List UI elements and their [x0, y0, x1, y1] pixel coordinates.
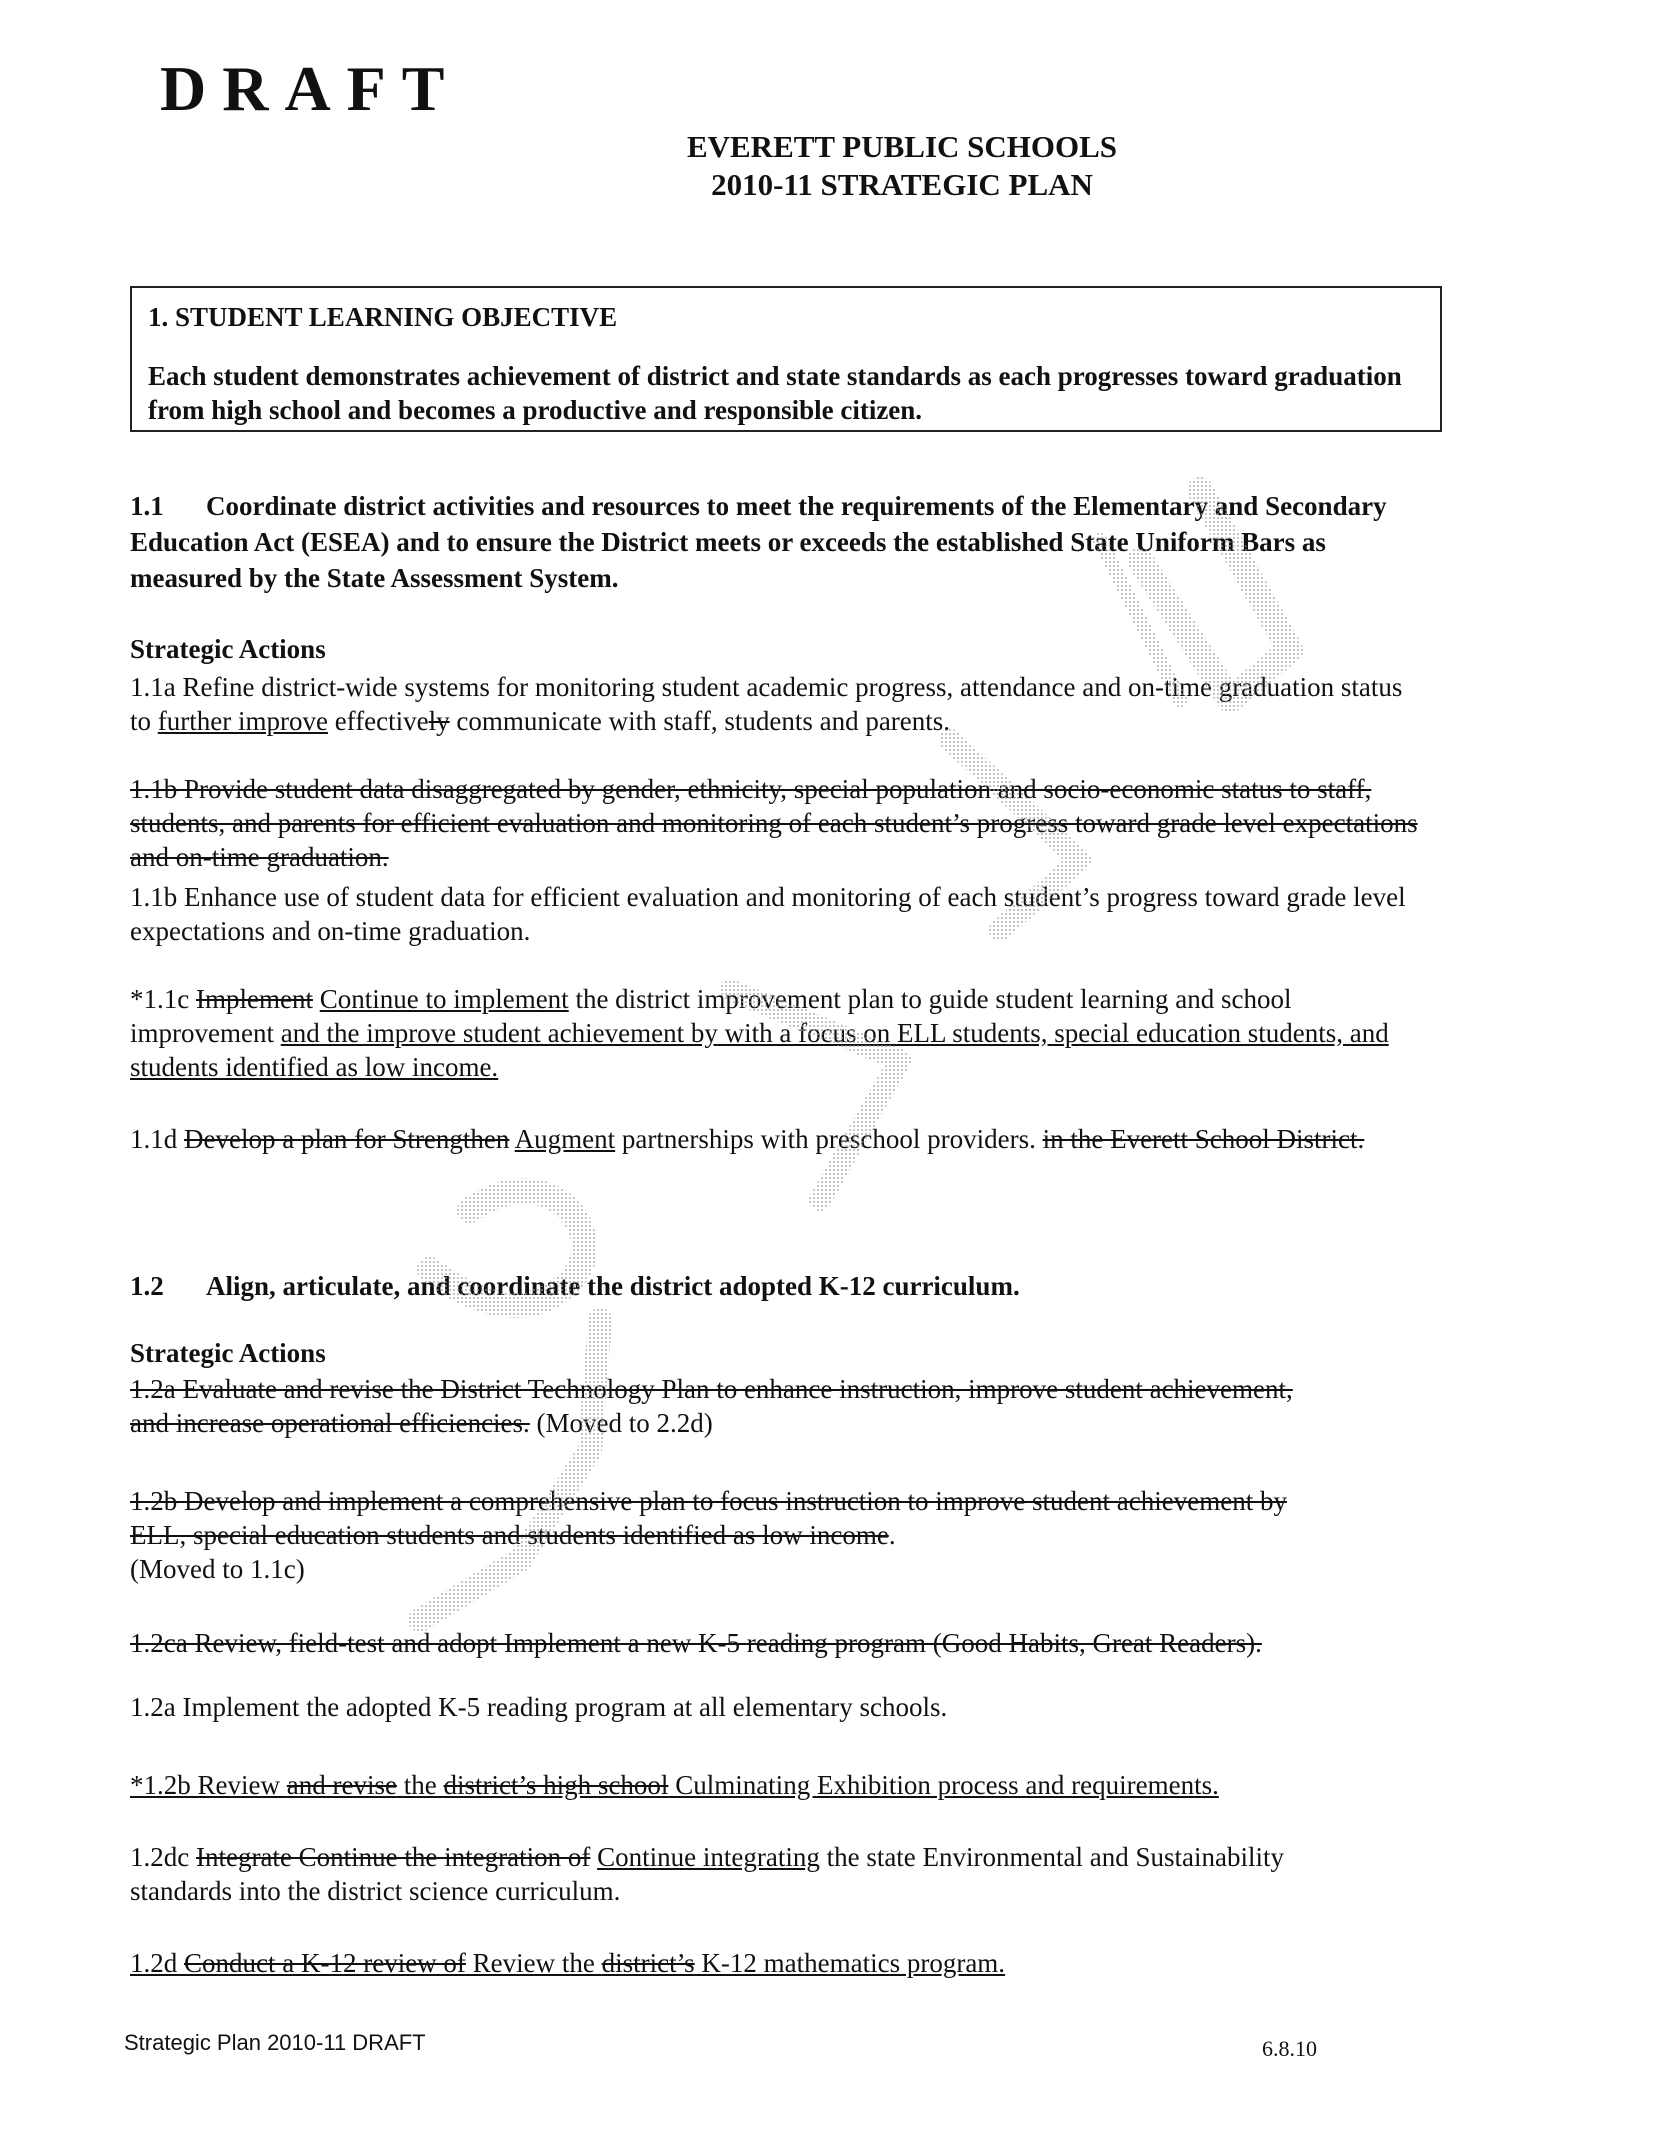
deleted-text: district’s: [601, 1948, 695, 1978]
action-1-2d: [130, 1946, 1430, 1980]
strategic-actions-heading: Strategic Actions: [130, 634, 326, 664]
action-text: the state Environmental and Sustainability standards into the district science curriculum.: [130, 1842, 1284, 1906]
inserted-text: further improve: [157, 706, 328, 736]
deleted-text: district’s high school: [443, 1770, 669, 1800]
action-1-2c-deleted: 1.2ca Review, field-test and adopt Implement a new K-5 reading program (Good Habits, Great Readers).: [130, 1628, 1262, 1658]
deleted-text: Integrate Continue the integration of: [195, 1842, 591, 1872]
goal-1-2: [130, 1268, 1430, 1304]
objective-heading: 1. STUDENT LEARNING OBJECTIVE: [148, 302, 618, 332]
deleted-text: 1.2a Evaluate and revise the District Technology Plan to enhance instruction, improve student achievement, and increase operational efficiencies.: [130, 1374, 1293, 1438]
moved-note: (Moved to 2.2d): [529, 1408, 713, 1438]
deleted-text: Conduct a K-12 review of: [184, 1948, 466, 1978]
inserted-text: Continue to implement: [319, 984, 569, 1014]
footer-date: 6.8.10: [1262, 2036, 1317, 2061]
draft-heading: DRAFT: [160, 53, 461, 124]
action-text: partnerships with preschool providers.: [615, 1124, 1043, 1154]
strategic-actions-heading-2: Strategic Actions: [130, 1338, 326, 1368]
inserted-text: Culminating Exhibition process and requirements.: [668, 1770, 1219, 1800]
deleted-text: 1.2b Develop and implement a comprehensive plan to focus instruction to improve student achievement by ELL, special education students and students identified as low income: [130, 1486, 1287, 1550]
action-1-2dc: [130, 1840, 1300, 1908]
action-text: 1.1d: [130, 1124, 184, 1154]
inserted-text: Continue integrating: [597, 1842, 820, 1872]
goal-1-1: [130, 488, 1430, 596]
inserted-text: K-12 mathematics program.: [694, 1948, 1006, 1978]
deleted-text: in the Everett School District.: [1042, 1124, 1365, 1154]
deleted-text: Implement: [195, 984, 313, 1014]
action-1-1d: [130, 1122, 1430, 1156]
action-text: 1.1a Refine district-wide systems for monitoring student academic progress, attendance and on-time graduation status to: [130, 672, 1403, 736]
action-1-1a: [130, 670, 1430, 738]
org-name: EVERETT PUBLIC SCHOOLS: [686, 129, 1118, 164]
action-text: .: [888, 1520, 896, 1550]
action-text: 1.2d: [130, 1948, 184, 1978]
deleted-text: Develop a plan for Strengthen: [184, 1124, 510, 1154]
moved-note: (Moved to 1.1c): [130, 1554, 305, 1584]
inserted-text: with a focus on ELL students, special education students, and students identified as low income.: [130, 1018, 1389, 1082]
document-title: [0, 128, 1664, 204]
action-1-2a: 1.2a Implement the adopted K-5 reading program at all elementary schools.: [130, 1692, 948, 1722]
deleted-text: and the improve student achievement by: [280, 1018, 718, 1048]
plan-title: 2010-11 STRATEGIC PLAN: [711, 167, 1093, 202]
action-text: communicate with staff, students and parents.: [449, 706, 951, 736]
inserted-text: Augment: [514, 1124, 616, 1154]
goal-number: 1.1: [130, 491, 164, 521]
action-1-2b-deleted: [130, 1484, 1290, 1586]
action-text: *1.2b Review: [130, 1770, 287, 1800]
action-1-2a-deleted: [130, 1372, 1310, 1440]
action-1-1b-deleted: 1.1b Provide student data disaggregated by gender, ethnicity, special population and socio-economic status to staff, students, and parents for efficient evaluation and monitoring of each student’s progress toward grade level expectations and on-time graduation.: [130, 774, 1418, 872]
action-1-1b: 1.1b Enhance use of student data for efficient evaluation and monitoring of each student’s progress toward grade level expectations and on-time graduation.: [130, 882, 1406, 946]
action-1-2b: [130, 1768, 1430, 1802]
action-text: the district improvement plan to guide student learning and school improvement: [130, 984, 1292, 1048]
action-text: the: [396, 1770, 444, 1800]
goal-number: 1.2: [130, 1271, 164, 1301]
goal-text: Coordinate district activities and resources to meet the requirements of the Elementary and Secondary Education Act (ESEA) and to ensure the District meets or exceeds the established State Uniform Bars as measured by the State Assessment System.: [130, 491, 1387, 593]
objective-text: Each student demonstrates achievement of district and state standards as each progresses toward graduation from high school and becomes a productive and responsible citizen.: [148, 361, 1402, 425]
deleted-text: and revise: [286, 1770, 397, 1800]
action-text: effective: [327, 706, 429, 736]
deleted-text: ly: [428, 706, 450, 736]
action-text: 1.2dc: [130, 1842, 196, 1872]
footer-left: Strategic Plan 2010-11 DRAFT: [124, 2030, 426, 2055]
objective-box: [130, 286, 1442, 432]
action-text: *1.1c: [130, 984, 196, 1014]
action-1-1c: [130, 982, 1430, 1084]
goal-text: Align, articulate, and coordinate the district adopted K-12 curriculum.: [206, 1271, 1020, 1301]
inserted-text: Review the: [465, 1948, 602, 1978]
